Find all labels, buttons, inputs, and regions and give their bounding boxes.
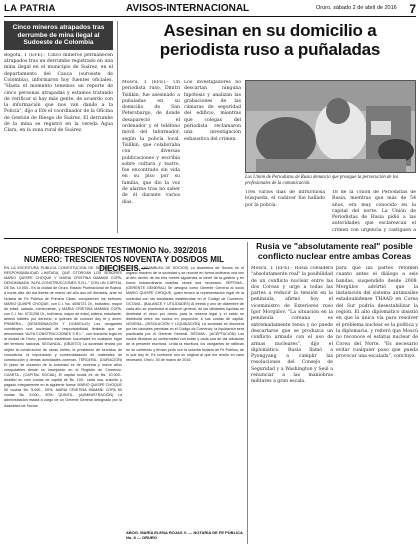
notice-column-right <box>126 266 244 542</box>
section-divider <box>4 238 416 239</box>
mining-body: Bogotá, 1 (EFE).- Cinco mineros permanecen atrapados tras un derrumbe registrado en una mina ilegal en el municipio de Suárez, en el departamento del Cauca (suroeste de Colombia), informaron hoy fuentes oficiales. "Hasta el momento tenemos un reporte de cinco personas atrapadas y estamos tratando de verificar si hay más gente, de acuerdo con la información que nos van dando a la Policía", dijo a Efe el coordinador de la Oficina de Gestión de Riesgo de Suárez. El derrumbe de la mina se registró en la vereda Agua Clara, en la zona rural de Suárez. <box>4 52 113 134</box>
article-text: Tres varios días de infructuosa búsqueda, el cadáver fue hallado por la policía. <box>245 190 325 208</box>
page-number: 7 <box>409 2 416 16</box>
notary-signature: ABOG. MARÍA ELENA ROJAS V. — NOTARIA DE FE PÚBLICA No. 8 — ORURO <box>126 530 243 540</box>
legal-notice <box>4 266 244 542</box>
section-title: AVISOS-INTERNACIONAL <box>126 3 250 14</box>
newspaper-name: LA PATRIA <box>4 3 56 14</box>
notice-text: SEXTA.- (ASAMBLEA DE SOCIOS) La Asamblea de Socios es el órgano máximo de la sociedad y se reunirá en forma ordinaria una vez al año dentro de los tres meses siguientes al cierre de la gestión y en forma extraordinaria cuantas veces sea necesario. SÉPTIMA.- (GERENTE GENERAL) Se designa como Gerente General al socio MARIO QUISPE CHOQUE, quien tendrá la representación legal de la sociedad con las facultades establecidas en el Código de Comercio. OCTAVA.- (BALANCE Y UTILIDADES) Al treinta y uno de diciembre de cada año se practicará el balance general; de las utilidades líquidas se destinará el cinco por ciento para la reserva legal y el saldo se distribuirá entre los socios en proporción a sus cuotas de capital. NOVENA.- (DISOLUCIÓN Y LIQUIDACIÓN) La sociedad se disolverá por las causales previstas en el Código de Comercio; la liquidación será practicada por el Gerente General. DÉCIMA.- (ACEPTACIÓN) Los socios declaran su conformidad con todas y cada una de las cláusulas de la presente escritura. Leída la escritura, los otorgantes se ratifican en su contenido y firman junto con la suscrita Notaria de Fe Pública, de lo que doy fe. Es conforme con su original al que me remito en caso necesario. Oruro, 30 de marzo de 2016. <box>126 266 244 362</box>
russia-text: Moscú, 1 (EFE).- Rusia considera "absolutamente real" la posibilidad de un conflicto nuclear entre las dos Coreas y urge a todas las partes a reducir la tensión en la península, afirmó hoy el viceministro de Exteriores ruso Ígor Morgúlov. "La situación en la península coreana es extremadamente tensa y no puede descartarse que se produzca un conflicto armado con el uso de armas nucleares", dijo el diplomático. Rusia llamó a Pyongyang a cumplir las resoluciones del Consejo de Seguridad y a Washington y Seúl a renunciar a las maniobras militares a gran escala. <box>251 266 333 385</box>
page-header <box>4 3 416 17</box>
mining-article <box>4 21 113 221</box>
main-headline: Asesinan en su domicilio a periodista ruso a puñaladas <box>159 21 381 59</box>
notice-column-left <box>4 266 122 542</box>
russia-column-1 <box>251 266 333 544</box>
notice-text: EN LA ESCRITURA PUBLICA CONSTITUCIÓN DE SOCIEDAD DE RESPONSABILIDAD LIMITADA, QUE OTORGAN LOS SEÑORES MARIO QUISPE CHOQUE Y MARIA CRISTINA MAMANI COPA, DENOMINADA "ALFA CONSTRUCCIONES S.R.L." CON UN CAPITAL DE Bs. 10.000.- En la ciudad de Oruro, Estado Plurinacional de Bolivia, a horas diez del día treinta de marzo del año dos mil dieciséis, ante mí Notaria de Fe Pública de Primera Clase, comparecen los señores: MARIO QUISPE CHOQUE, con C.I. No. 4056721 Or., boliviano, mayor de edad, casado, comerciante; y MARIA CRISTINA MAMANI COPA, con C.I. No. 5731298 Or., boliviana, mayor de edad, soltera, estudiante, ambos hábiles por derecho, a quienes de conocer doy fe y dicen: PRIMERA.- (DENOMINACIÓN Y DOMICILIO) Los otorgantes constituyen una sociedad de responsabilidad limitada que se denominará "ALFA CONSTRUCCIONES S.R.L.", con domicilio legal en la ciudad de Oruro, pudiendo establecer sucursales en cualquier lugar del territorio nacional. SEGUNDA.- (OBJETO) La sociedad tendrá por objeto la construcción de obras civiles, la prestación de servicios de consultoría, la importación y comercialización de materiales de construcción y demás actividades conexas. TERCERA.- (DURACIÓN) El plazo de duración de la sociedad es de noventa y nueve años computables desde su inscripción en el Registro de Comercio. CUARTA.- (CAPITAL SOCIAL) El capital social es de Bs. 10.000.- dividido en cien cuotas de capital de Bs. 100.- cada una, suscrito y pagado íntegramente en la siguiente forma: MARIO QUISPE CHOQUE 50 cuotas Bs. 5.000.- 50%; MARIA CRISTINA MAMANI COPA 50 cuotas Bs. 5.000.- 50%. QUINTA.- (ADMINISTRACIÓN) La administración estará a cargo de un Gerente General designado por la Asamblea de Socios. <box>4 266 122 408</box>
russia-headline: Rusia ve "absolutamente real" posible conflicto nuclear entre ambas Coreas <box>256 241 413 261</box>
notice-title: CORRESPONDE TESTIMONIO No. 392/2016 NUMERO: TRESCIENTOS NOVENTA Y DOS/DOS MIL DIECISEIS.— <box>23 246 225 273</box>
article-column-1 <box>122 80 180 230</box>
russia-text: para que las partes retomen cuanto antes el diálogo a seis bandas, suspendido desde 2008. Morgúlov advirtió que la instalación del sistema antimisiles estadounidense THAAD en Corea del Sur podría desestabilizar la región. El alto diplomático insistió en que la única vía para resolver el problema nuclear es la política y la diplomacia, y reiteró que Moscú no reconoce el estatus nuclear de Corea del Norte. "Es necesario evitar cualquier paso que pueda provocar una escalada", concluyó. <box>336 266 418 360</box>
mining-headline: Cinco mineros atrapados tras derrumbe de mina ilegal al Sudoeste de Colombia <box>4 21 113 50</box>
column-divider <box>247 242 248 544</box>
article-column-3 <box>245 190 325 232</box>
issue-date: Oruro, sábado 2 de abril de 2016 <box>316 5 397 11</box>
column-divider <box>117 21 118 233</box>
article-column-2 <box>184 80 241 230</box>
russia-column-2 <box>336 266 418 544</box>
photo-illustration <box>246 81 416 173</box>
article-text: Moscú, 1 (EFE).- Un periodista ruso, Dmitri Tsilikin, fue asesinado a puñaladas en su domicilio de San Petersburgo, de donde desapareció el ordenador y el teléfono móvil del informador, según la policía local. Tsilikin, que colaboraba con diversas publicaciones y escribía sobre cultura y teatro, fue encontrado sin vida en su piso por su familia, que dio la voz de alarma tras no saber de él durante varios días. <box>122 80 180 205</box>
photo-caption: Los Unión de Periodistas de Rusia denunció que prosigue la persecución de los profesionales de la comunicación. <box>245 175 399 186</box>
press-photo <box>245 80 416 173</box>
article-column-4 <box>332 190 416 232</box>
article-text: Los investigadores no descartan ninguna hipótesis y analizan las grabaciones de las cámaras de seguridad del edificio, mientras que colegas del periodista reclamaron una investigación exhaustiva del crimen. <box>184 80 241 142</box>
article-text: 18 de la Unión de Periodistas de Rusia, mientras que más de 54 años, era muy conocido en la capital del norte. La Unión de Periodistas de Rusia pidió a las autoridades que esclarezcan el crimen con urgencia y castiguen a <box>332 190 416 232</box>
